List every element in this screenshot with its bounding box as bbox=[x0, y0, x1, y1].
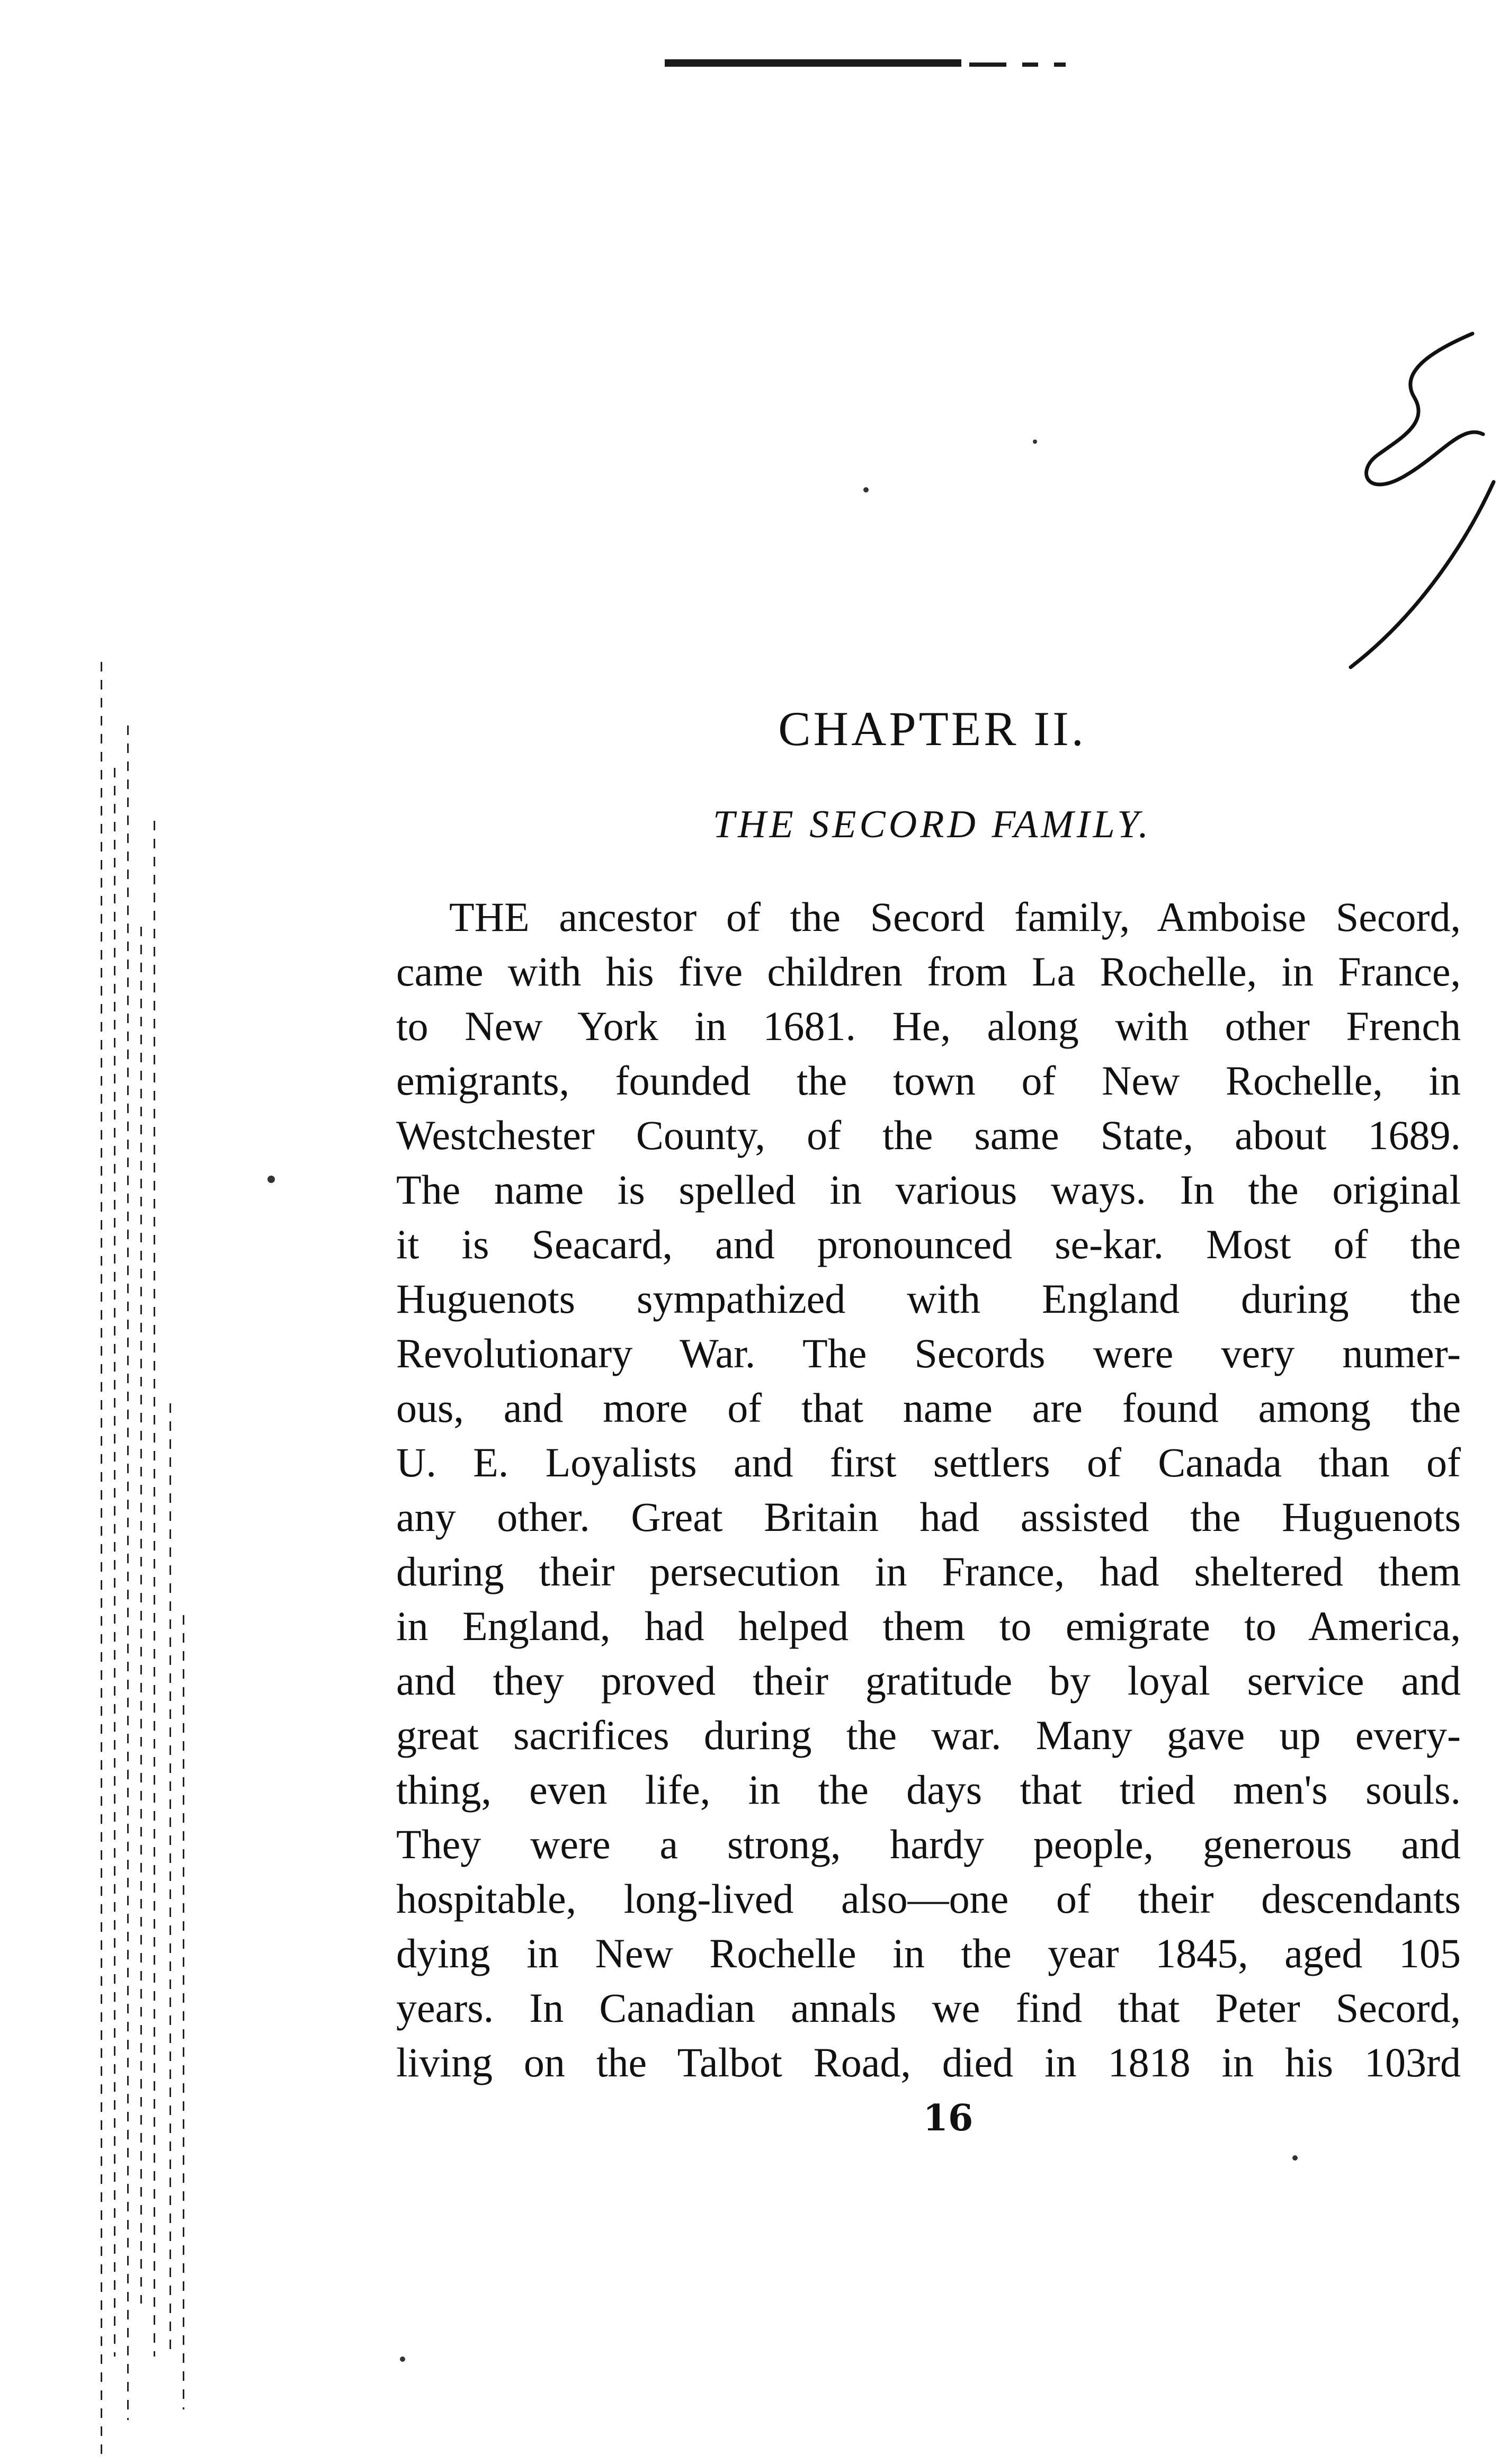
text-line: came with his five children from La Rochelle, in France, bbox=[396, 948, 1461, 994]
body-paragraph bbox=[396, 890, 1461, 2090]
text-line: any other. Great Britain had assisted the Huguenots bbox=[396, 1494, 1461, 1540]
scan-speck bbox=[1033, 440, 1037, 444]
scan-top-dash bbox=[1054, 62, 1066, 67]
text-line: Westchester County, of the same State, about 1689. bbox=[396, 1112, 1461, 1158]
scan-speck bbox=[267, 1176, 275, 1183]
text-line: thing, even life, in the days that tried men's souls. bbox=[396, 1767, 1461, 1813]
text-line: ous, and more of that name are found among the bbox=[396, 1385, 1461, 1431]
text-line: it is Seacard, and pronounced se-kar. Most of the bbox=[396, 1221, 1461, 1267]
text-line: dying in New Rochelle in the year 1845, aged 105 bbox=[396, 1930, 1461, 1976]
text-line: They were a strong, hardy people, generous and bbox=[396, 1821, 1461, 1867]
text-line: to New York in 1681. He, along with other French bbox=[396, 1003, 1461, 1049]
chapter-subtitle: THE SECORD FAMILY. bbox=[712, 803, 1152, 846]
chapter-heading: CHAPTER II. bbox=[778, 702, 1086, 756]
text-line: in England, had helped them to emigrate to America, bbox=[396, 1603, 1461, 1649]
text-line: emigrants, founded the town of New Rochelle, in bbox=[396, 1058, 1461, 1104]
pencil-mark bbox=[1340, 318, 1499, 688]
text-line: great sacrifices during the war. Many gave up every- bbox=[396, 1712, 1461, 1758]
scan-speck bbox=[1292, 2155, 1298, 2161]
text-line: The name is spelled in various ways. In the original bbox=[396, 1167, 1461, 1213]
binding-edge-marks bbox=[90, 662, 191, 2457]
text-line: hospitable, long-lived also—one of their descendants bbox=[396, 1876, 1461, 1922]
text-line: Revolutionary War. The Secords were very numer- bbox=[396, 1330, 1461, 1376]
page-number: 16 bbox=[923, 2097, 974, 2139]
scan-top-dash bbox=[969, 62, 1006, 67]
text-line: during their persecution in France, had sheltered them bbox=[396, 1548, 1461, 1594]
text-line: U. E. Loyalists and first settlers of Canada than of bbox=[396, 1439, 1461, 1485]
text-line: years. In Canadian annals we find that Peter Secord, bbox=[396, 1985, 1461, 2031]
text-line: and they proved their gratitude by loyal service and bbox=[396, 1657, 1461, 1704]
text-line: THE ancestor of the Secord family, Amboise Secord, bbox=[449, 894, 1461, 940]
scan-speck bbox=[400, 2357, 405, 2362]
text-line: Huguenots sympathized with England during the bbox=[396, 1276, 1461, 1322]
scan-speck bbox=[863, 487, 869, 492]
scan-top-rule bbox=[665, 59, 961, 67]
text-line: living on the Talbot Road, died in 1818 in his 103rd bbox=[396, 2039, 1461, 2085]
scan-top-dash bbox=[1022, 62, 1038, 67]
